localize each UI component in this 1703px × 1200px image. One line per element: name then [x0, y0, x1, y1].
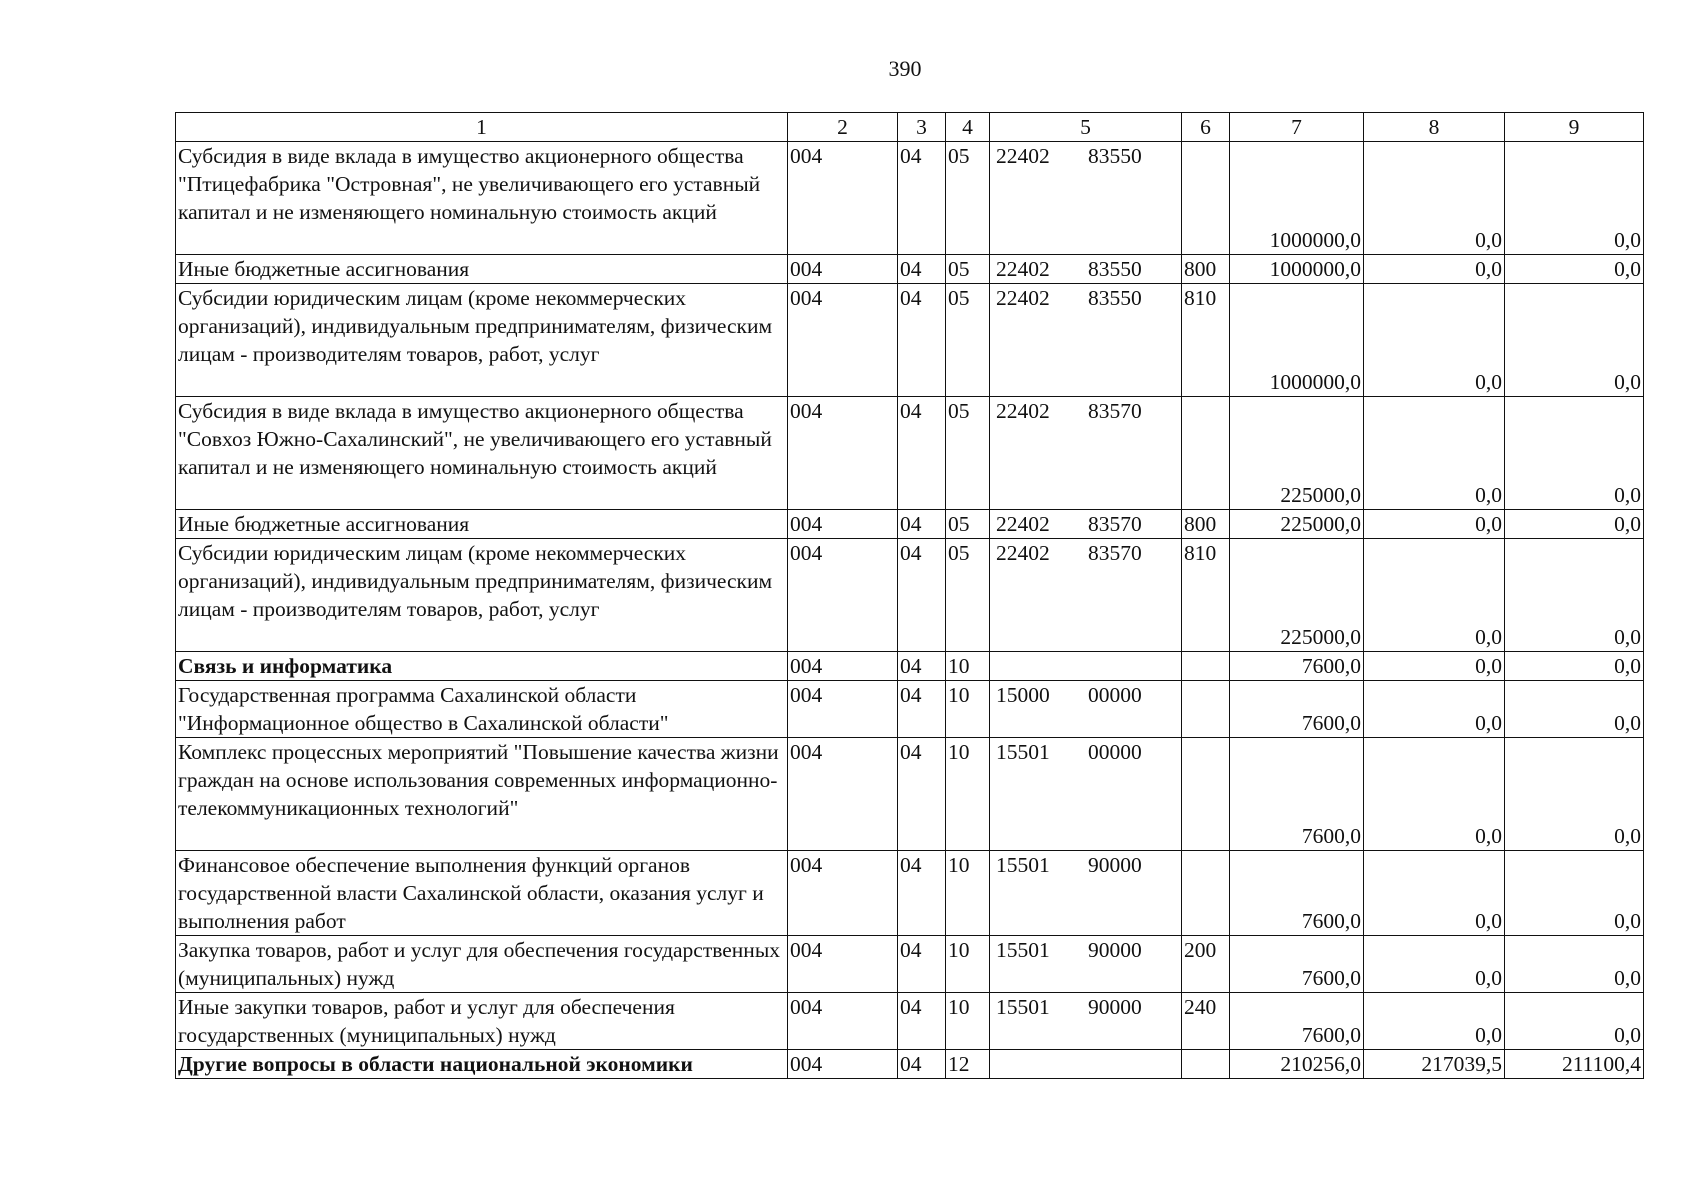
column-number: 1 [176, 113, 788, 142]
amount-year1-cell: 225000,0 [1230, 510, 1364, 539]
amount-year2-cell: 0,0 [1364, 539, 1505, 652]
amount-year2-cell: 217039,5 [1364, 1050, 1505, 1079]
table-row [176, 510, 1644, 539]
target-article-direction-code: 90000 [1088, 853, 1142, 877]
table-row [176, 539, 1644, 652]
ministry-code-cell: 004 [788, 738, 898, 851]
amount-year1-cell: 1000000,0 [1230, 284, 1364, 397]
column-number: 8 [1364, 113, 1505, 142]
table-row [176, 1050, 1644, 1079]
item-name-cell: Иные бюджетные ассигнования [176, 255, 788, 284]
target-article-direction-code: 83550 [1088, 257, 1142, 281]
amount-year1-cell: 7600,0 [1230, 652, 1364, 681]
item-name-cell: Другие вопросы в области национальной экономики [176, 1050, 788, 1079]
subsection-code-cell: 05 [946, 397, 990, 510]
target-article-direction-code: 00000 [1088, 740, 1142, 764]
amount-year3-cell: 0,0 [1505, 851, 1644, 936]
amount-year3-cell: 0,0 [1505, 993, 1644, 1050]
amount-year1-cell: 210256,0 [1230, 1050, 1364, 1079]
column-number: 5 [990, 113, 1182, 142]
item-name-cell: Финансовое обеспечение выполнения функций органов государственной власти Сахалинской области, оказания услуг и выполнения работ [176, 851, 788, 936]
amount-year2-cell: 0,0 [1364, 510, 1505, 539]
amount-year1-cell: 7600,0 [1230, 738, 1364, 851]
expense-type-cell [1182, 681, 1230, 738]
amount-year2-cell: 0,0 [1364, 851, 1505, 936]
amount-year2-cell: 0,0 [1364, 936, 1505, 993]
ministry-code-cell: 004 [788, 993, 898, 1050]
table-row [176, 936, 1644, 993]
expense-type-cell: 200 [1182, 936, 1230, 993]
target-article-cell [990, 255, 1182, 284]
section-code-cell: 04 [898, 851, 946, 936]
table-row [176, 142, 1644, 255]
column-number: 7 [1230, 113, 1364, 142]
amount-year3-cell: 0,0 [1505, 284, 1644, 397]
target-article-program-code: 22402 [996, 399, 1050, 423]
target-article-cell [990, 652, 1182, 681]
amount-year2-cell: 0,0 [1364, 142, 1505, 255]
section-code-cell: 04 [898, 510, 946, 539]
section-code-cell: 04 [898, 539, 946, 652]
target-article-program-code: 22402 [996, 286, 1050, 310]
section-code-cell: 04 [898, 284, 946, 397]
table-row [176, 255, 1644, 284]
subsection-code-cell: 05 [946, 142, 990, 255]
item-name-cell: Закупка товаров, работ и услуг для обеспечения государственных (муниципальных) нужд [176, 936, 788, 993]
section-code-cell: 04 [898, 255, 946, 284]
target-article-direction-code: 83570 [1088, 541, 1142, 565]
expense-type-cell [1182, 1050, 1230, 1079]
target-article-direction-code: 83570 [1088, 399, 1142, 423]
amount-year3-cell: 211100,4 [1505, 1050, 1644, 1079]
expense-type-cell [1182, 142, 1230, 255]
subsection-code-cell: 10 [946, 681, 990, 738]
amount-year1-cell: 225000,0 [1230, 539, 1364, 652]
section-code-cell: 04 [898, 142, 946, 255]
amount-year3-cell: 0,0 [1505, 142, 1644, 255]
target-article-direction-code: 90000 [1088, 995, 1142, 1019]
ministry-code-cell: 004 [788, 510, 898, 539]
item-name-cell: Субсидии юридическим лицам (кроме некоммерческих организаций), индивидуальным предпринимателям, физическим лицам - производителям товаров, работ, услуг [176, 284, 788, 397]
target-article-cell [990, 510, 1182, 539]
amount-year2-cell: 0,0 [1364, 993, 1505, 1050]
column-number-row [176, 113, 1644, 142]
amount-year3-cell: 0,0 [1505, 539, 1644, 652]
target-article-cell [990, 397, 1182, 510]
item-name-cell: Субсидия в виде вклада в имущество акционерного общества "Птицефабрика "Островная", не увеличивающего его уставный капитал и не изменяющего номинальную стоимость акций [176, 142, 788, 255]
subsection-code-cell: 05 [946, 255, 990, 284]
target-article-direction-code: 83550 [1088, 286, 1142, 310]
expense-type-cell: 810 [1182, 284, 1230, 397]
amount-year3-cell: 0,0 [1505, 681, 1644, 738]
amount-year1-cell: 7600,0 [1230, 936, 1364, 993]
target-article-direction-code: 83570 [1088, 512, 1142, 536]
subsection-code-cell: 10 [946, 993, 990, 1050]
amount-year3-cell: 0,0 [1505, 255, 1644, 284]
item-name-cell: Комплекс процессных мероприятий "Повышение качества жизни граждан на основе использования современных информационно-телекоммуникационных технологий" [176, 738, 788, 851]
target-article-program-code: 15501 [996, 938, 1050, 962]
amount-year2-cell: 0,0 [1364, 652, 1505, 681]
amount-year2-cell: 0,0 [1364, 738, 1505, 851]
amount-year2-cell: 0,0 [1364, 397, 1505, 510]
amount-year2-cell: 0,0 [1364, 255, 1505, 284]
column-number: 3 [898, 113, 946, 142]
amount-year1-cell: 1000000,0 [1230, 142, 1364, 255]
subsection-code-cell: 10 [946, 738, 990, 851]
amount-year1-cell: 7600,0 [1230, 681, 1364, 738]
table-row [176, 993, 1644, 1050]
target-article-direction-code: 83550 [1088, 144, 1142, 168]
column-number: 9 [1505, 113, 1644, 142]
target-article-cell [990, 738, 1182, 851]
amount-year2-cell: 0,0 [1364, 284, 1505, 397]
item-name-cell: Субсидии юридическим лицам (кроме некоммерческих организаций), индивидуальным предпринимателям, физическим лицам - производителям товаров, работ, услуг [176, 539, 788, 652]
expense-type-cell [1182, 652, 1230, 681]
budget-table [175, 112, 1644, 1079]
amount-year1-cell: 7600,0 [1230, 851, 1364, 936]
subsection-code-cell: 10 [946, 851, 990, 936]
column-number: 4 [946, 113, 990, 142]
target-article-program-code: 22402 [996, 257, 1050, 281]
target-article-direction-code: 00000 [1088, 683, 1142, 707]
page-number: 390 [888, 56, 922, 81]
table-row [176, 652, 1644, 681]
amount-year3-cell: 0,0 [1505, 936, 1644, 993]
subsection-code-cell: 05 [946, 284, 990, 397]
section-code-cell: 04 [898, 1050, 946, 1079]
column-number: 6 [1182, 113, 1230, 142]
section-code-cell: 04 [898, 397, 946, 510]
item-name-cell: Иные закупки товаров, работ и услуг для обеспечения государственных (муниципальных) нужд [176, 993, 788, 1050]
target-article-program-code: 22402 [996, 541, 1050, 565]
target-article-program-code: 22402 [996, 144, 1050, 168]
item-name-cell: Связь и информатика [176, 652, 788, 681]
item-name-cell: Иные бюджетные ассигнования [176, 510, 788, 539]
ministry-code-cell: 004 [788, 284, 898, 397]
table-row [176, 851, 1644, 936]
section-code-cell: 04 [898, 681, 946, 738]
subsection-code-cell: 05 [946, 510, 990, 539]
target-article-program-code: 15501 [996, 740, 1050, 764]
ministry-code-cell: 004 [788, 681, 898, 738]
expense-type-cell [1182, 851, 1230, 936]
target-article-cell [990, 1050, 1182, 1079]
ministry-code-cell: 004 [788, 142, 898, 255]
amount-year3-cell: 0,0 [1505, 738, 1644, 851]
table-row [176, 397, 1644, 510]
target-article-cell [990, 284, 1182, 397]
expense-type-cell [1182, 738, 1230, 851]
table-row [176, 738, 1644, 851]
section-code-cell: 04 [898, 738, 946, 851]
amount-year1-cell: 225000,0 [1230, 397, 1364, 510]
target-article-program-code: 15000 [996, 683, 1050, 707]
target-article-program-code: 15501 [996, 995, 1050, 1019]
expense-type-cell: 240 [1182, 993, 1230, 1050]
ministry-code-cell: 004 [788, 539, 898, 652]
amount-year1-cell: 1000000,0 [1230, 255, 1364, 284]
amount-year2-cell: 0,0 [1364, 681, 1505, 738]
target-article-cell [990, 936, 1182, 993]
target-article-cell [990, 539, 1182, 652]
target-article-cell [990, 851, 1182, 936]
subsection-code-cell: 10 [946, 652, 990, 681]
ministry-code-cell: 004 [788, 652, 898, 681]
ministry-code-cell: 004 [788, 851, 898, 936]
table-row [176, 681, 1644, 738]
target-article-program-code: 22402 [996, 512, 1050, 536]
amount-year3-cell: 0,0 [1505, 652, 1644, 681]
section-code-cell: 04 [898, 993, 946, 1050]
ministry-code-cell: 004 [788, 255, 898, 284]
subsection-code-cell: 05 [946, 539, 990, 652]
item-name-cell: Государственная программа Сахалинской области "Информационное общество в Сахалинской области" [176, 681, 788, 738]
amount-year1-cell: 7600,0 [1230, 993, 1364, 1050]
target-article-cell [990, 681, 1182, 738]
target-article-cell [990, 993, 1182, 1050]
expense-type-cell: 800 [1182, 510, 1230, 539]
column-number: 2 [788, 113, 898, 142]
item-name-cell: Субсидия в виде вклада в имущество акционерного общества "Совхоз Южно-Сахалинский", не увеличивающего его уставный капитал и не изменяющего номинальную стоимость акций [176, 397, 788, 510]
target-article-cell [990, 142, 1182, 255]
amount-year3-cell: 0,0 [1505, 397, 1644, 510]
table-row [176, 284, 1644, 397]
ministry-code-cell: 004 [788, 397, 898, 510]
expense-type-cell [1182, 397, 1230, 510]
expense-type-cell: 800 [1182, 255, 1230, 284]
amount-year3-cell: 0,0 [1505, 510, 1644, 539]
ministry-code-cell: 004 [788, 936, 898, 993]
target-article-program-code: 15501 [996, 853, 1050, 877]
section-code-cell: 04 [898, 652, 946, 681]
target-article-direction-code: 90000 [1088, 938, 1142, 962]
section-code-cell: 04 [898, 936, 946, 993]
subsection-code-cell: 10 [946, 936, 990, 993]
expense-type-cell: 810 [1182, 539, 1230, 652]
subsection-code-cell: 12 [946, 1050, 990, 1079]
ministry-code-cell: 004 [788, 1050, 898, 1079]
